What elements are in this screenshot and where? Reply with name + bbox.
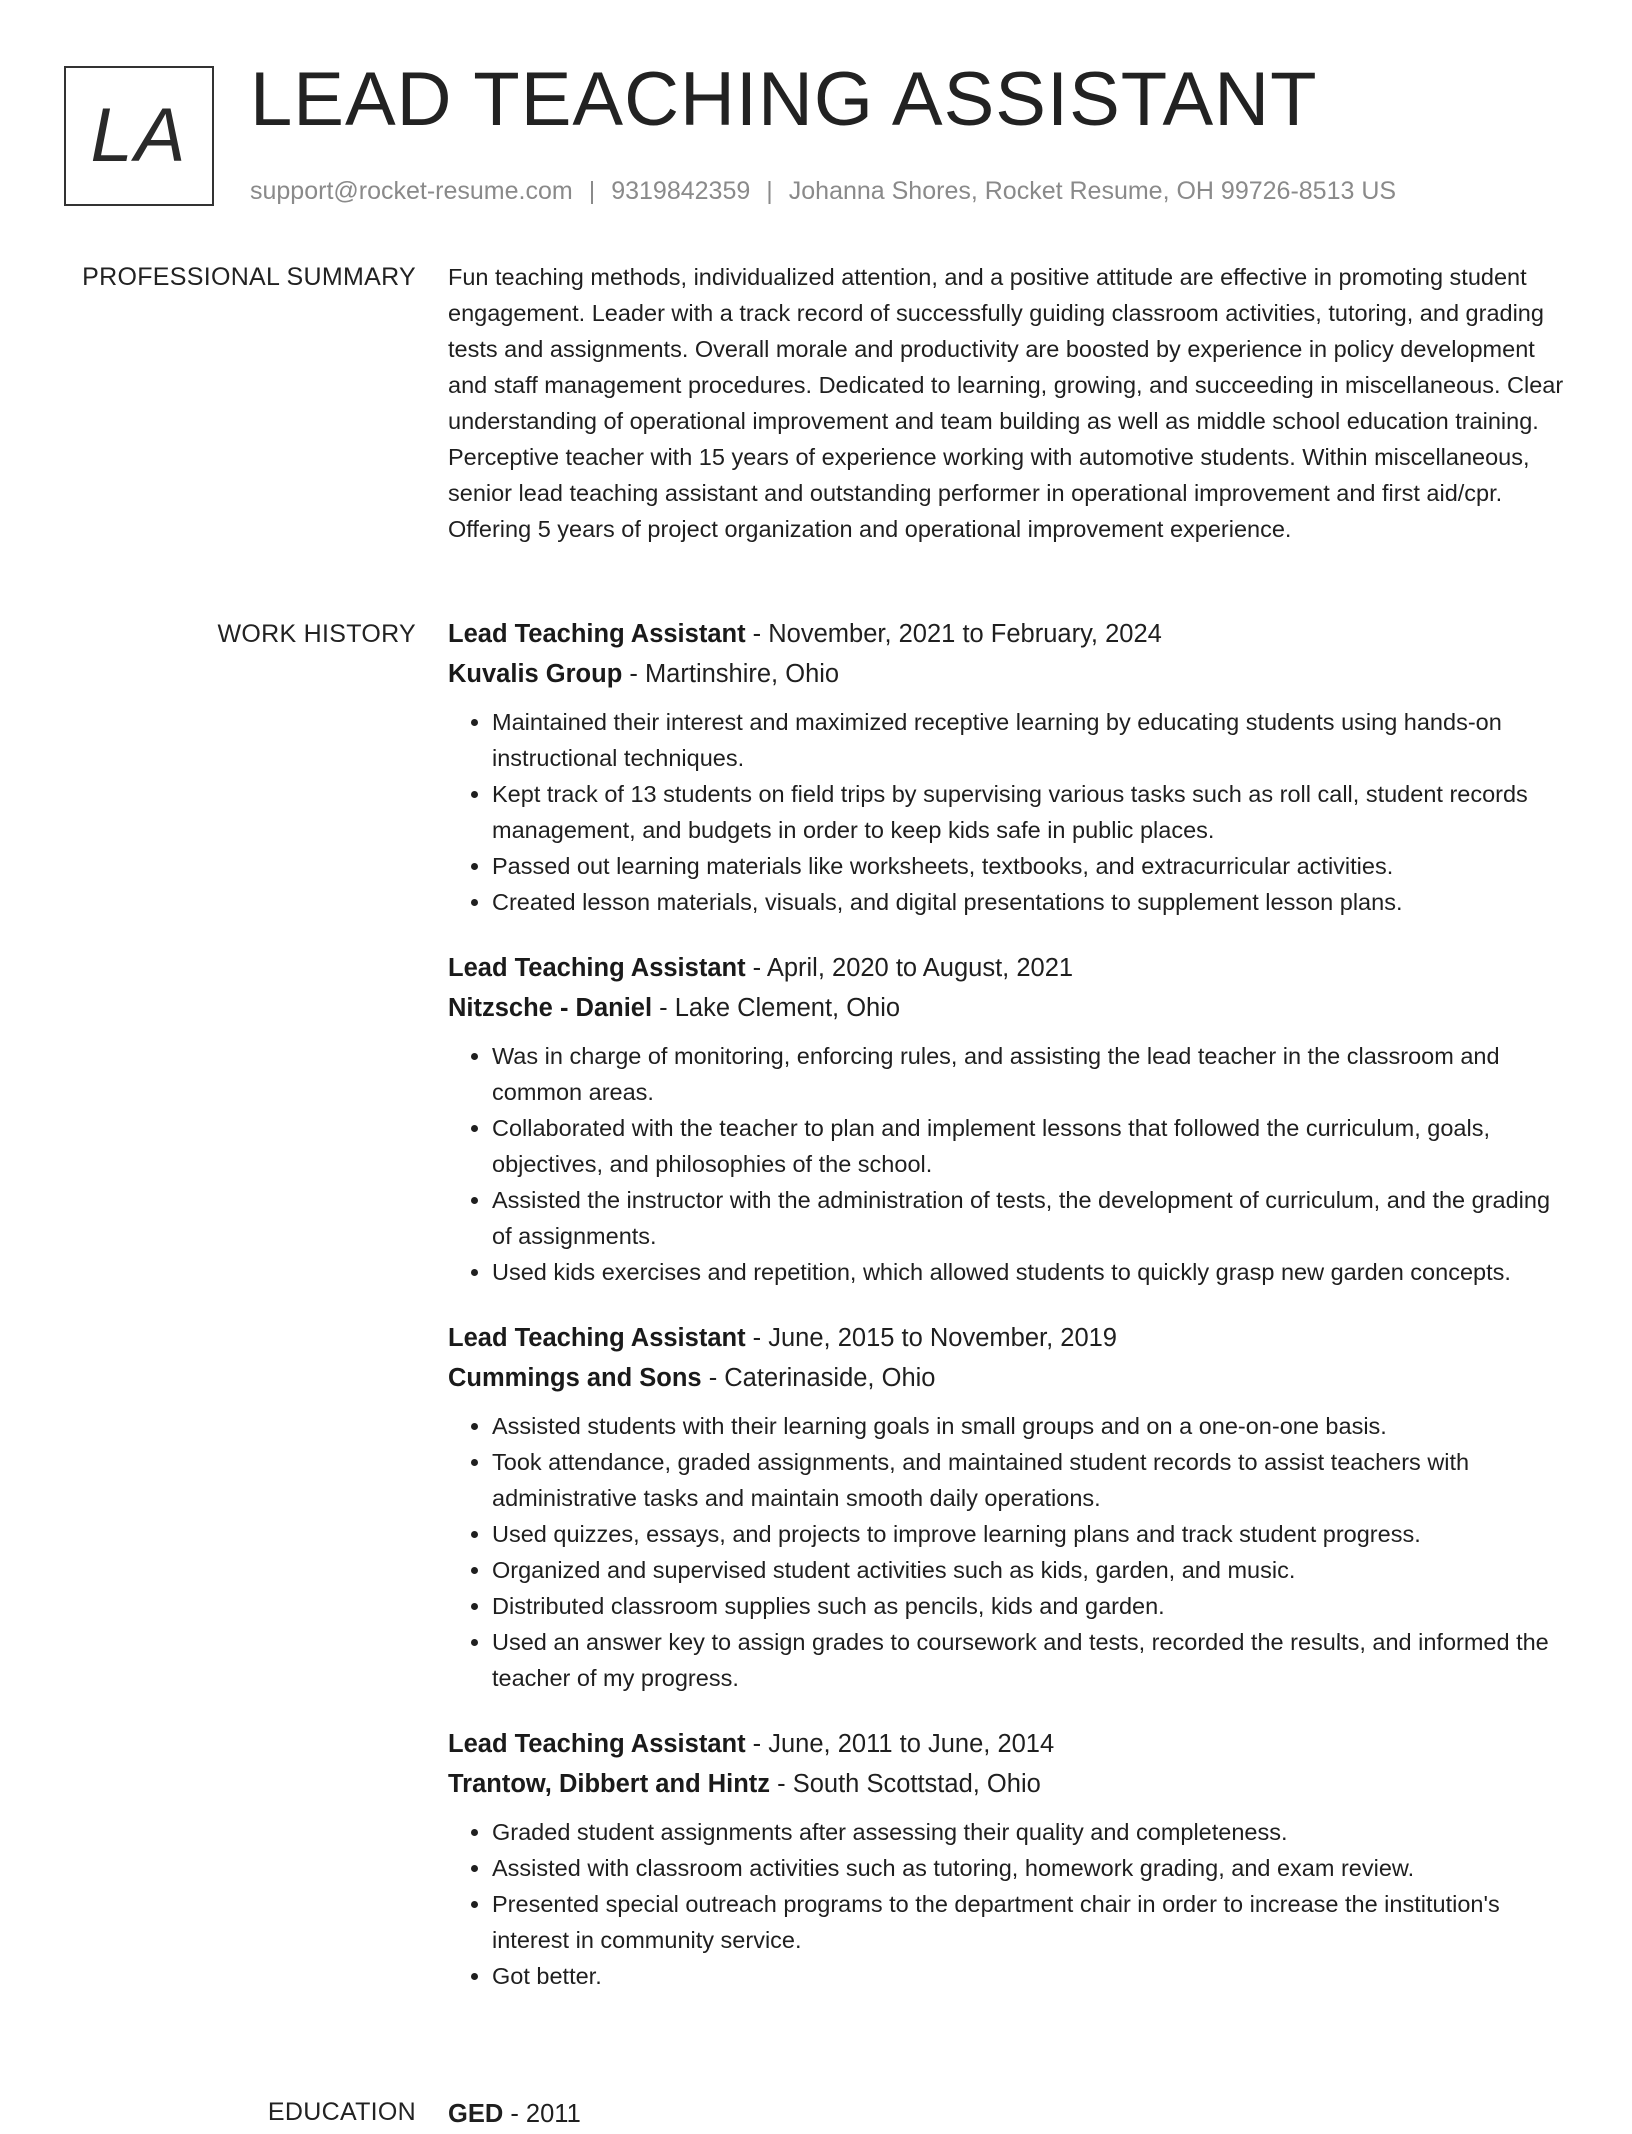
job-title: Lead Teaching Assistant [448,1730,746,1758]
job-bullet-list [448,704,1568,920]
job-entry [448,948,1568,1290]
job-bullet: • Got better. [492,1958,1568,1994]
job-company: Cummings and Sons [448,1364,702,1392]
job-bullet: • Maintained their interest and maximized receptive learning by educating students using hands-on instructional techniques. [492,704,1568,776]
resume-title: LEAD TEACHING ASSISTANT [250,57,1318,142]
job-location: - Lake Clement, Ohio [652,994,901,1022]
monogram-box [64,66,214,206]
job-bullet: • Created lesson materials, visuals, and digital presentations to supplement lesson plans. [492,884,1568,920]
work-history-label: WORK HISTORY [217,620,416,648]
education-label: EDUCATION [267,2098,416,2126]
job-company: Kuvalis Group [448,660,623,688]
job-bullet: • Assisted with classroom activities such as tutoring, homework grading, and exam review. [492,1850,1568,1886]
summary-label: PROFESSIONAL SUMMARY [82,263,416,291]
job-bullet: • Presented special outreach programs to the department chair in order to increase the institution's interest in community service. [492,1886,1568,1958]
job-bullet: • Graded student assignments after assessing their quality and completeness. [492,1814,1568,1850]
contact-separator: | [588,177,596,205]
job-company-line [448,1764,1568,1804]
job-location: - Caterinaside, Ohio [701,1364,936,1392]
job-company-line [448,988,1568,1028]
education-entry [448,2094,1568,2134]
education-body [448,2094,1568,2134]
job-dates: - November, 2021 to February, 2024 [745,620,1162,648]
job-bullet: • Distributed classroom supplies such as pencils, kids and garden. [492,1588,1568,1624]
job-entry [448,614,1568,920]
job-bullet-list [448,1814,1568,1994]
contact-line [250,175,1396,207]
job-company: Nitzsche - Daniel [448,994,653,1022]
job-entry [448,1318,1568,1696]
job-title: Lead Teaching Assistant [448,620,746,648]
job-bullet: • Organized and supervised student activities such as kids, garden, and music. [492,1552,1568,1588]
job-title-line [448,614,1568,654]
job-title: Lead Teaching Assistant [448,1324,746,1352]
contact-phone: 9319842359 [611,177,751,205]
job-bullet: • Collaborated with the teacher to plan and implement lessons that followed the curriculum, goals, objectives, and philosophies of the school. [492,1110,1568,1182]
job-bullet-list [448,1038,1568,1290]
work-history-body [448,614,1568,2022]
education-degree: GED [448,2100,504,2128]
job-title-line [448,1724,1568,1764]
job-bullet: • Used kids exercises and repetition, which allowed students to quickly grasp new garden concepts. [492,1254,1568,1290]
job-bullet: • Used quizzes, essays, and projects to improve learning plans and track student progress. [492,1516,1568,1552]
job-bullet: • Assisted students with their learning goals in small groups and on a one-on-one basis. [492,1408,1568,1444]
job-bullet: • Was in charge of monitoring, enforcing rules, and assisting the lead teacher in the classroom and common areas. [492,1038,1568,1110]
job-bullet: • Assisted the instructor with the administration of tests, the development of curriculum, and the grading of assignments. [492,1182,1568,1254]
job-bullet: • Kept track of 13 students on field trips by supervising various tasks such as roll call, student records management, and budgets in order to keep kids safe in public places. [492,776,1568,848]
job-title-line [448,1318,1568,1358]
job-title: Lead Teaching Assistant [448,954,746,982]
job-bullet: • Used an answer key to assign grades to coursework and tests, recorded the results, and informed the teacher of my progress. [492,1624,1568,1696]
job-location: - Martinshire, Ohio [622,660,840,688]
monogram-initials: LA [90,93,188,178]
job-company-line [448,1358,1568,1398]
summary-body [448,259,1568,547]
summary-text: Fun teaching methods, individualized attention, and a positive attitude are effective in promoting student engagement. Leader with a track record of successfully guiding classroom activities, tutoring, and grading tests and assignments. Overall morale and productivity are boosted by experience in policy development and staff management procedures. Dedicated to learning, growing, and succeeding in miscellaneous. Clear understanding of operational improvement and team building as well as middle school education training. Perceptive teacher with 15 years of experience working with automotive students. Within miscellaneous, senior lead teaching assistant and outstanding performer in operational improvement and first aid/cpr. Offering 5 years of project organization and operational improvement experience. [448,264,1564,542]
education-year: - 2011 [503,2100,581,2128]
job-entry [448,1724,1568,1994]
job-title-line [448,948,1568,988]
job-company: Trantow, Dibbert and Hintz [448,1770,771,1798]
contact-address: Johanna Shores, Rocket Resume, OH 99726-8513 US [788,177,1397,205]
job-dates: - June, 2011 to June, 2014 [745,1730,1055,1758]
contact-email: support@rocket-resume.com [250,177,573,205]
job-company-line [448,654,1568,694]
job-bullet-list [448,1408,1568,1696]
job-dates: - June, 2015 to November, 2019 [745,1324,1117,1352]
job-location: - South Scottstad, Ohio [770,1770,1041,1798]
contact-separator: | [766,177,773,205]
job-bullet: • Took attendance, graded assignments, and maintained student records to assist teachers with administrative tasks and maintain smooth daily operations. [492,1444,1568,1516]
job-dates: - April, 2020 to August, 2021 [745,954,1074,982]
job-bullet: • Passed out learning materials like worksheets, textbooks, and extracurricular activities. [492,848,1568,884]
